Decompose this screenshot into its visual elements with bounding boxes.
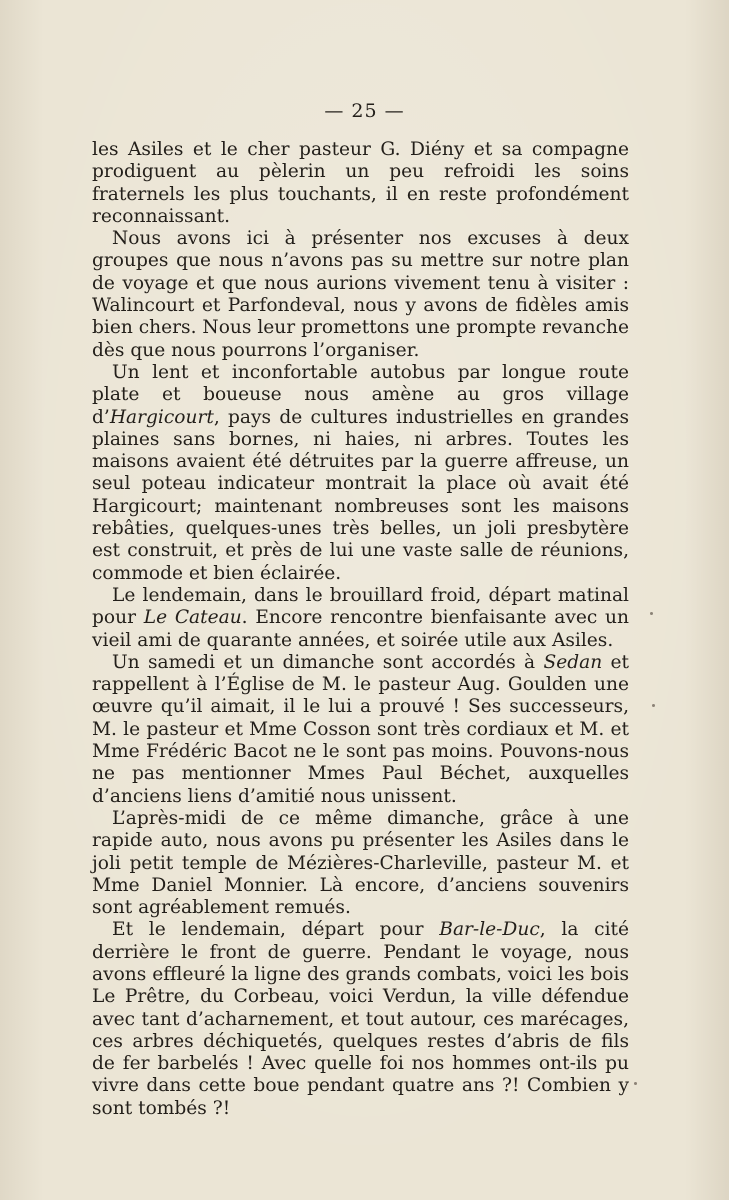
- text-segment: L’après-midi de ce même dimanche, grâce à une rapide auto, nous avons pu présenter les Asiles dans le joli petit temple de Mézières-Charleville, pasteur M. et Mme Daniel Monnier. Là encore, d’anciens souvenirs sont agréablement remués.: [92, 807, 629, 919]
- place-name-italic: Sedan: [543, 651, 603, 673]
- text-segment: et rappellent à l’Église de M. le pasteur Aug. Goulden une œuvre qu’il aimait, il le lui a prouvé ! Ses successeurs, M. le pasteur et Mme Cosson sont très cordiaux et M. et Mme Frédéric Bacot ne le sont pas moins. Pouvons-nous ne pas mentionner Mmes Paul Béchet, auxquelles d’anciens liens d’amitié nous unissent.: [92, 651, 629, 807]
- paper-speck: [634, 1082, 637, 1085]
- text-segment: Un lent et inconfortable autobus par longue route plate et boueuse nous amène au gros village d’: [92, 361, 629, 428]
- paragraph: [92, 585, 629, 652]
- paragraph: [92, 228, 629, 362]
- text-segment: Le lendemain, dans le brouillard froid, départ matinal pour: [92, 584, 629, 629]
- text-segment: , la cité derrière le front de guerre. Pendant le voyage, nous avons effleuré la ligne des grands combats, voici les bois Le Prêtre, du Corbeau, voici Verdun, la ville défendue avec tant d’acharnement, et tout autour, ces marécages, ces arbres déchiquetés, quelques restes d’abris de fils de fer barbelés ! Avec quelle foi nos hommes ont-ils pu vivre dans cette boue pendant quatre ans ?! Combien y sont tombés ?!: [92, 919, 629, 1119]
- body-text: [92, 139, 629, 1120]
- text-segment: Et le lendemain, départ pour: [112, 919, 440, 941]
- place-name-italic: Le Cateau: [143, 607, 242, 629]
- paper-speck: [650, 612, 653, 615]
- paragraph: [92, 919, 629, 1120]
- paragraph: [92, 362, 629, 585]
- place-name-italic: Bar-le-Duc: [439, 919, 540, 941]
- text-segment: Nous avons ici à présenter nos excuses à deux groupes que nous n’avons pas su mettre sur notre plan de voyage et que nous aurions vivement tenu à visiter : Walincourt et Parfondeval, nous y avons de fidèles amis bien chers. Nous leur promettons une prompte revanche dès que nous pourrons l’organiser.: [92, 228, 629, 361]
- paragraph: [92, 808, 629, 919]
- paragraph: [92, 139, 629, 228]
- paragraph: [92, 652, 629, 808]
- text-segment: les Asiles et le cher pasteur G. Diény et sa compagne prodiguent au pèlerin un peu refroidi les soins fraternels les plus touchants, il en reste profondément reconnaissant.: [92, 139, 629, 227]
- place-name-italic: Hargicourt: [109, 406, 214, 428]
- page-number: — 25 —: [324, 100, 405, 122]
- paper-speck: [652, 704, 655, 707]
- text-segment: . Encore rencontre bienfaisante avec un vieil ami de quarante années, et soirée utile aux Asiles.: [92, 607, 629, 651]
- text-segment: , pays de cultures industrielles en grandes plaines sans bornes, ni haies, ni arbres. Toutes les maisons avaient été détruites par la guerre affreuse, un seul poteau indicateur montrait la place où avait été Hargicourt; maintenant nombreuses sont les maisons rebâties, quelques-unes très belles, un joli presbytère est construit, et près de lui une vaste salle de réunions, commode et bien éclairée.: [92, 406, 629, 584]
- text-segment: Un samedi et un dimanche sont accordés à: [112, 651, 544, 673]
